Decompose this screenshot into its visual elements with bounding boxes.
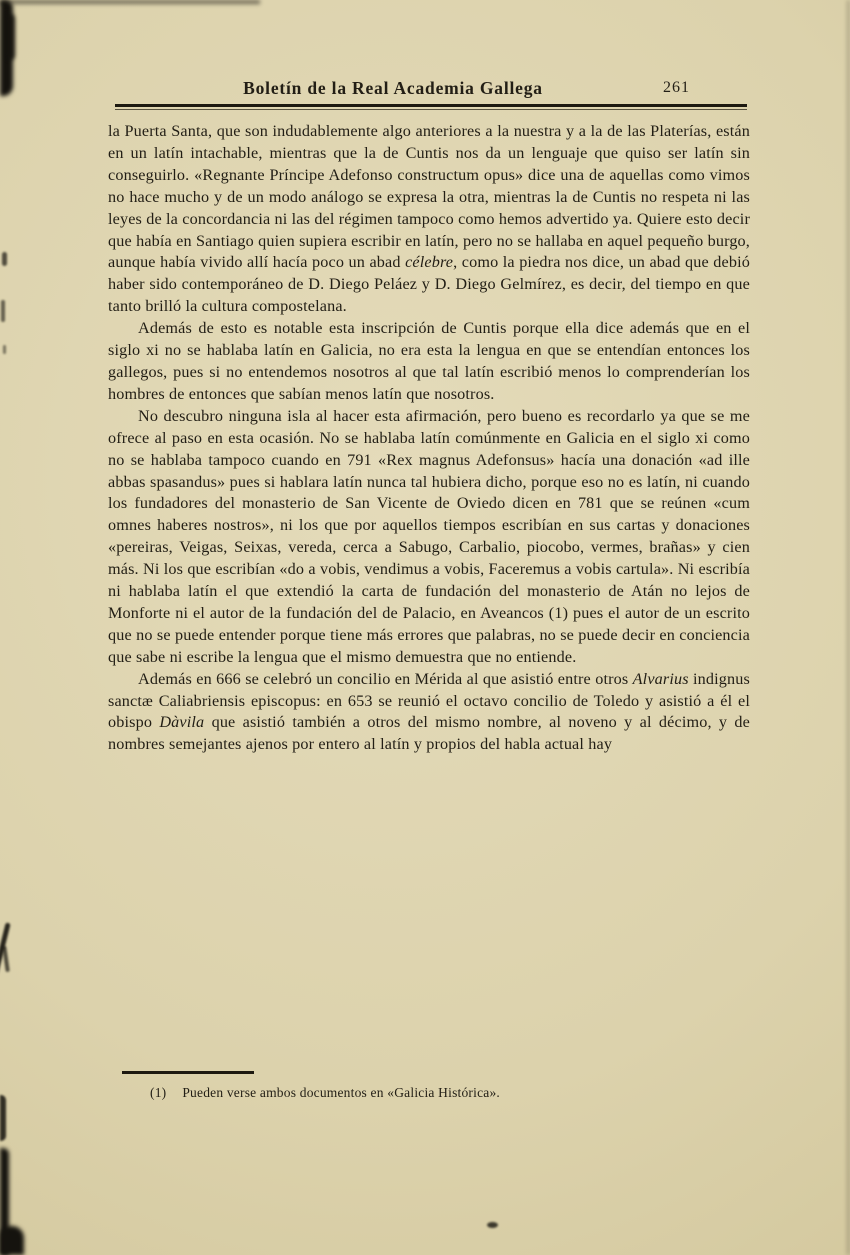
header-rule-thin <box>115 109 747 110</box>
header-rule <box>115 104 747 110</box>
text-run: indignus sanctæ Caliabriensis episcopus: en 653 se reunió el octavo concilio de Toledo y asistió a él el obispo <box>108 669 750 732</box>
text-run: , como la piedra nos dice, un abad que debió haber sido contemporáneo de D. Diego Peláez y D. Diego Gelmírez, es decir, del tiempo en que tanto brilló la cultura compostelana. <box>108 253 750 316</box>
scan-artifact-bottom-dot <box>487 1222 498 1228</box>
scan-artifact-binding-top-2 <box>6 14 15 60</box>
scan-artifact-binding-top <box>0 0 13 96</box>
scan-artifact-bottom-streak <box>0 1148 9 1255</box>
scan-artifact-speck-2 <box>1 300 5 322</box>
paragraph <box>108 318 750 406</box>
scan-artifact-bottom-blob <box>0 1226 24 1255</box>
footnote-text: Pueden verse ambos documentos en «Galicia Histórica». <box>182 1085 500 1100</box>
paragraph <box>108 406 750 669</box>
italic-run: célebre <box>405 253 454 272</box>
text-run: No descubro ninguna isla al hacer esta afirmación, pero bueno es recordarlo ya que se me ofrece al paso en esta ocasión. No se hablaba latín comúnmente en Galicia en el siglo xi como no se hablaba tampoco cuando en 791 «Rex magnus Adefonsus» hacía una donación «ad ille abbas spasandus» pues si hablara latín nunca tal hubiera dicho, porque eso no es latín, ni cuando los fundadores del monasterio de San Vicente de Oviedo dicen en 781 que se reúnen «cum omnes haberes nostros», ni los que por aquellos tiempos escribían en sus cartas y donaciones «pereiras, Veigas, Seixas, vereda, cerca a Sabugo, Carbalio, piocobo, vermes, brañas» y cien más. Ni los que escribían «do a vobis, vendimus a vobis, Faceremus a vobis cartula». Ni escribía ni hablaba latín el que extendió la carta de fundación del monasterio de Atán no lejos de Monforte ni el autor de la fundación del de Palacio, en Aveancos (1) pues el autor de un escrito que no se puede entender porque tiene más errores que palabras, no se puede decir en conciencia que sabe ni escribe la lengua que el mismo demuestra que no entiende. <box>108 406 750 666</box>
scan-artifact-hook-mark <box>0 922 11 985</box>
paragraph <box>108 669 750 757</box>
footnote-marker: (1) <box>150 1085 167 1100</box>
page-number: 261 <box>663 79 690 96</box>
page-header <box>108 78 748 104</box>
journal-title: Boletín de la Real Academia Gallega <box>243 78 543 98</box>
footnote <box>150 1084 710 1102</box>
text-run: que asistió también a otros del mismo nombre, al noveno y al décimo, y de nombres semejantes ajenos por entero al latín y propios del habla actual hay <box>108 713 750 754</box>
scan-artifact-left-mid <box>0 1095 6 1141</box>
paragraph <box>108 121 750 318</box>
header-rule-thick <box>115 104 747 107</box>
text-run: Además de esto es notable esta inscripción de Cuntis porque ella dice además que en el siglo xi no se hablaba latín en Galicia, no era esta la lengua en que se entendían entonces los gallegos, pues si no entendemos nosotros al que tal latín escribió menos lo comprenderían los hombres de entonces que sabían menos latín que nosotros. <box>108 319 750 403</box>
italic-run: Alvarius <box>632 669 689 688</box>
scan-artifact-hook-mark-2 <box>2 946 10 972</box>
scan-artifact-speck-3 <box>3 345 6 354</box>
body-text <box>108 121 750 756</box>
italic-run: Dàvila <box>159 713 205 732</box>
scan-artifact-top-edge <box>0 0 260 4</box>
text-run: Además en 666 se celebró un concilio en Mérida al que asistió entre otros <box>138 669 633 688</box>
scan-artifact-speck-1 <box>2 252 7 266</box>
text-run: la Puerta Santa, que son indudablemente algo anteriores a la nuestra y a la de las Platerías, están en un latín intachable, mientras que la de Cuntis nos da un lenguaje que quiso ser latín sin conseguirlo. «Regnante Príncipe Adefonso constructum opus» dice una de aquellas como vimos no hace mucho y de un modo análogo se expresa la otra, mientras la de Cuntis no respeta ni las leyes de la concordancia ni las del régimen tampoco como hemos advertido ya. Quiere esto decir que había en Santiago quien supiera escribir en latín, pero no se hallaba en aquel pequeño burgo, aunque había vivido allí hacía poco un abad <box>108 122 750 272</box>
footnote-rule <box>122 1071 254 1074</box>
